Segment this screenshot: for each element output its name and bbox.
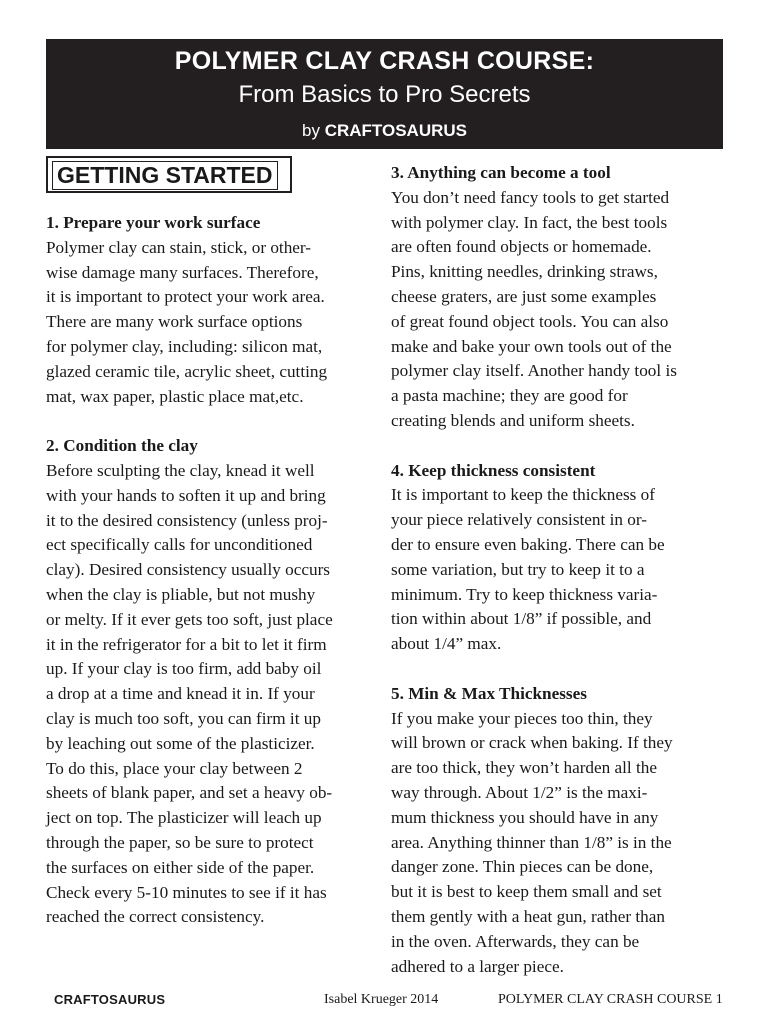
body-text-line: Before sculpting the clay, knead it well — [46, 460, 315, 480]
section-subheading: 4. Keep thickness consistent — [391, 460, 596, 480]
body-text-line: There are many work surface options — [46, 312, 303, 332]
body-text-line: with polymer clay. In fact, the best tools — [391, 212, 668, 232]
article-section — [391, 682, 727, 980]
body-text-line: der to ensure even baking. There can be — [391, 534, 665, 554]
body-text-line: some variation, but try to keep it to a — [391, 559, 645, 579]
body-text-line: ject on top. The plasticizer will leach up — [46, 808, 322, 828]
section-heading-box — [46, 156, 292, 193]
body-text-line: up. If your clay is too firm, add baby oil — [46, 659, 322, 679]
footer-brand: CRAFTOSAURUS — [54, 992, 166, 1007]
body-text-line: about 1/4” max. — [391, 634, 502, 654]
byline-by: by — [301, 121, 320, 140]
body-text-line: clay is much too soft, you can firm it up — [46, 708, 321, 728]
footer-author: Isabel Krueger 2014 — [324, 992, 439, 1007]
body-text-line: your piece relatively consistent in or- — [391, 510, 647, 530]
body-text-line: Polymer clay can stain, stick, or other- — [46, 237, 312, 257]
article-section — [46, 211, 378, 409]
body-text-line: a pasta machine; they are good for — [391, 386, 628, 406]
right-column — [391, 161, 727, 1004]
body-text-line: tion within about 1/8” if possible, and — [391, 609, 652, 629]
body-text-line: To do this, place your clay between 2 — [46, 758, 303, 778]
body-text-line: it to the desired consistency (unless proj- — [46, 510, 328, 530]
body-text-line: If you make your pieces too thin, they — [391, 708, 653, 728]
body-text-line: for polymer clay, including: silicon mat, — [46, 336, 323, 356]
body-text-line: ect specifically calls for unconditioned — [46, 535, 313, 555]
body-text-line: of great found object tools. You can also — [391, 311, 669, 331]
document-title: POLYMER CLAY CRASH COURSE: — [174, 47, 595, 75]
body-text-line: cheese graters, are just some examples — [391, 286, 657, 306]
body-text-line: mum thickness you should have in any — [391, 807, 659, 827]
body-text-line: way through. About 1/2” is the maxi- — [391, 782, 648, 802]
body-text-line: or melty. If it ever gets too soft, just place — [46, 609, 333, 629]
document-subtitle: From Basics to Pro Secrets — [238, 81, 531, 108]
footer-running-head: POLYMER CLAY CRASH COURSE 1 — [498, 992, 723, 1007]
section-subheading: 5. Min & Max Thicknesses — [391, 683, 587, 703]
body-text-line: will brown or crack when baking. If they — [391, 733, 673, 753]
body-text-line: It is important to keep the thickness of — [391, 485, 655, 505]
body-text-line: in the oven. Afterwards, they can be — [391, 931, 640, 951]
body-text-line: wise damage many surfaces. Therefore, — [46, 262, 319, 282]
body-text-line: but it is best to keep them small and set — [391, 882, 662, 902]
byline — [46, 121, 723, 141]
title-banner — [46, 39, 723, 149]
body-text-line: them gently with a heat gun, rather than — [391, 906, 665, 926]
body-text-line: glazed ceramic tile, acrylic sheet, cutting — [46, 361, 328, 381]
body-text-line: a drop at a time and knead it in. If your — [46, 684, 315, 704]
body-text-line: the surfaces on either side of the paper. — [46, 857, 315, 877]
body-text-line: adhered to a larger piece. — [391, 956, 564, 976]
body-text-line: with your hands to soften it up and bring — [46, 485, 326, 505]
section-subheading: 3. Anything can become a tool — [391, 163, 611, 182]
body-text-line: through the paper, so be sure to protect — [46, 832, 314, 852]
body-text-line: make and bake your own tools out of the — [391, 336, 672, 356]
body-text-line: You don’t need fancy tools to get started — [391, 187, 670, 207]
body-text-line: it is important to protect your work area. — [46, 287, 325, 307]
body-text-line: are often found objects or homemade. — [391, 237, 652, 257]
body-text-line: when the clay is pliable, but not mushy — [46, 584, 316, 604]
article-section — [391, 161, 727, 434]
body-text-line: by leaching out some of the plasticizer. — [46, 733, 315, 753]
section-subheading: 1. Prepare your work surface — [46, 213, 261, 232]
body-text-line: are too thick, they won’t harden all the — [391, 758, 658, 778]
article-section — [46, 434, 378, 930]
body-text-line: Check every 5-10 minutes to see if it has — [46, 882, 327, 902]
page-footer — [0, 992, 768, 1012]
body-text-line: danger zone. Thin pieces can be done, — [391, 857, 654, 877]
byline-brand: CRAFTOSAURUS — [324, 121, 467, 140]
body-text-line: it in the refrigerator for a bit to let it firm — [46, 634, 327, 654]
body-text-line: polymer clay itself. Another handy tool is — [391, 361, 677, 381]
body-text-line: clay). Desired consistency usually occurs — [46, 560, 330, 580]
body-text-line: minimum. Try to keep thickness varia- — [391, 584, 658, 604]
body-text-line: mat, wax paper, plastic place mat,etc. — [46, 386, 304, 406]
section-heading: GETTING STARTED — [52, 161, 278, 190]
body-text-line: area. Anything thinner than 1/8” is in the — [391, 832, 672, 852]
body-text-line: Pins, knitting needles, drinking straws, — [391, 262, 658, 282]
body-text-line: sheets of blank paper, and set a heavy ob- — [46, 783, 333, 803]
section-subheading: 2. Condition the clay — [46, 436, 198, 456]
body-text-line: creating blends and uniform sheets. — [391, 410, 635, 430]
left-column — [46, 211, 378, 955]
article-section — [391, 459, 727, 657]
body-text-line: reached the correct consistency. — [46, 907, 265, 927]
